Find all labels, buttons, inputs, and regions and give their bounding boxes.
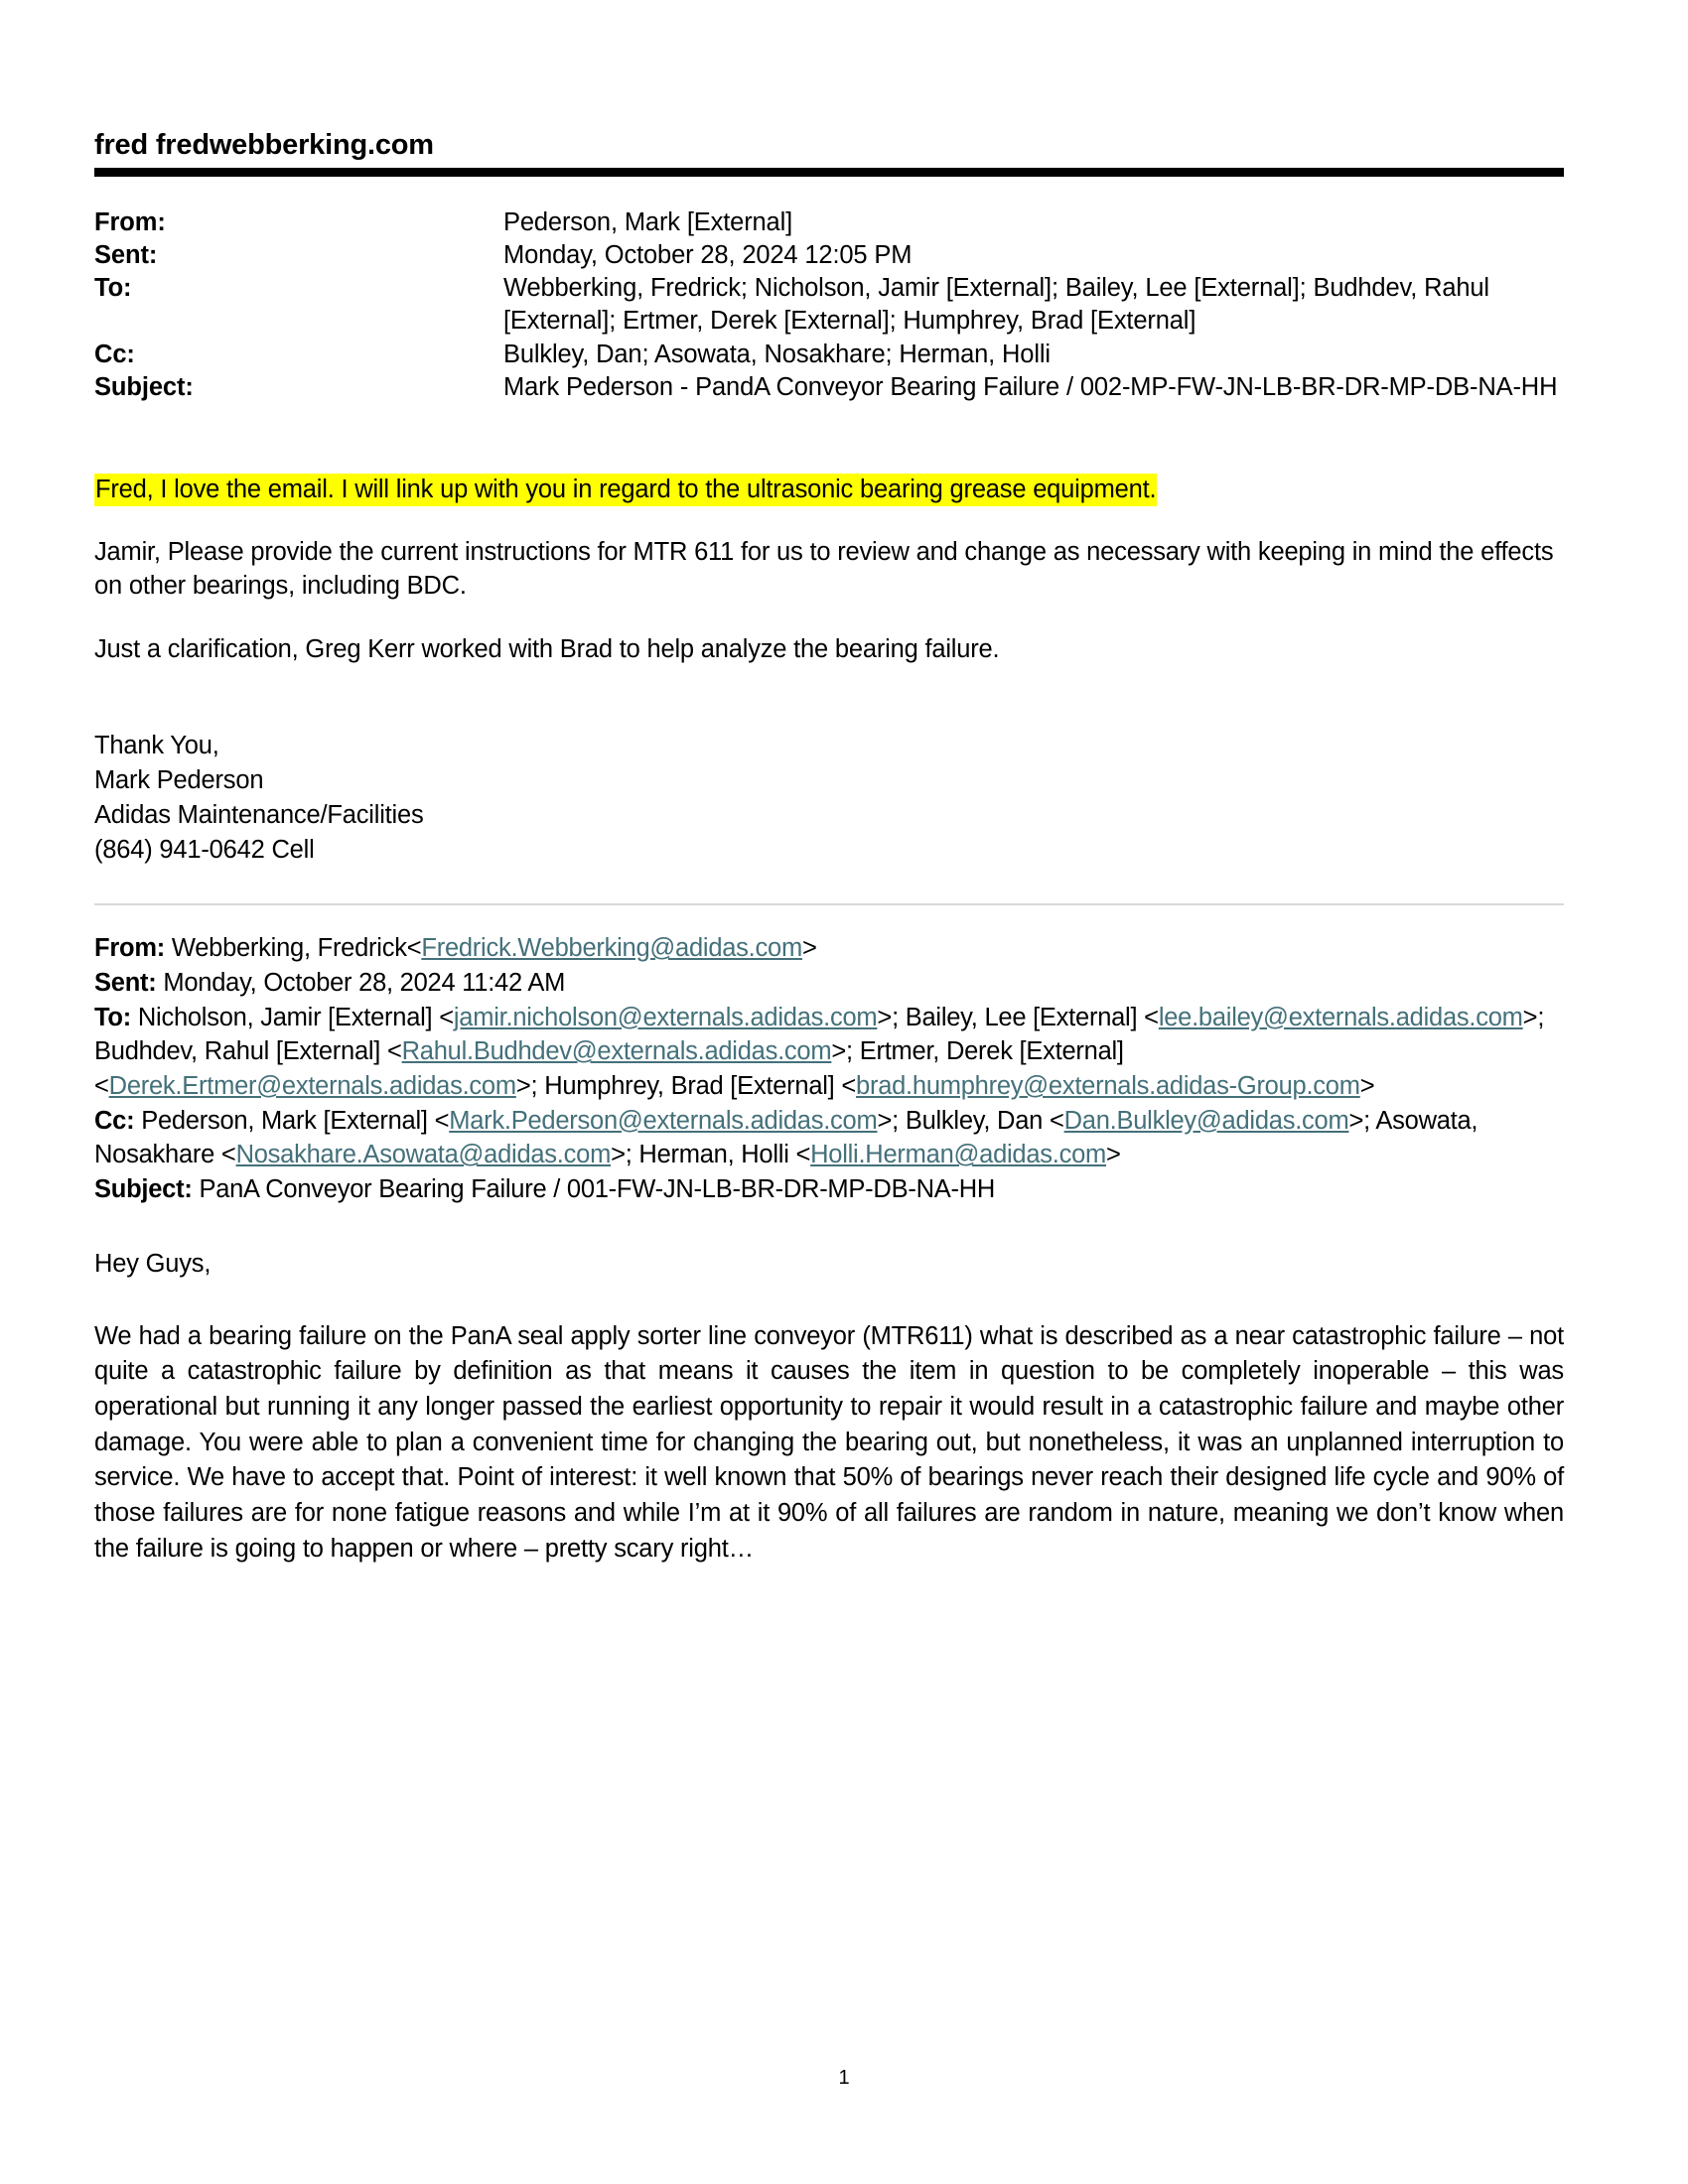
quoted-from-line bbox=[94, 931, 1564, 966]
angle-close: > bbox=[515, 1072, 531, 1101]
quoted-cc-name-1: Bulkley, Dan bbox=[905, 1106, 1044, 1135]
angle-close: > bbox=[831, 1037, 847, 1066]
field-label-subject: Subject: bbox=[94, 372, 194, 401]
angle-open: < bbox=[795, 1141, 811, 1169]
body-paragraph-2: Just a clarification, Greg Kerr worked with Brad to help analyze the bearing failure. bbox=[94, 634, 1000, 663]
quoted-email-divider bbox=[94, 903, 1564, 905]
field-value-sent: Monday, October 28, 2024 12:05 PM bbox=[503, 241, 913, 270]
quoted-cc-name-2: Asowata, Nosakhare bbox=[94, 1106, 1478, 1169]
quoted-sent-line bbox=[94, 966, 1564, 1001]
quoted-cc-label: Cc: bbox=[94, 1106, 135, 1135]
body-paragraph-1: Jamir, Please provide the current instructions for MTR 611 for us to review and change as necessary with keeping in mind the effects on other bearings, including BDC. bbox=[94, 537, 1554, 600]
document-content bbox=[94, 0, 1564, 1567]
quoted-to-name-2: Budhdev, Rahul [External] bbox=[94, 1037, 381, 1066]
signature-name: Mark Pederson bbox=[94, 765, 264, 794]
angle-close: > bbox=[1359, 1072, 1375, 1101]
angle-close: > bbox=[877, 1106, 893, 1135]
quoted-to-name-0: Nicholson, Jamir [External] bbox=[137, 1003, 433, 1031]
quoted-sent-label: Sent: bbox=[94, 969, 157, 998]
angle-open: < bbox=[220, 1141, 236, 1169]
angle-open: < bbox=[1144, 1003, 1159, 1031]
quoted-from-name: Webberking, Fredrick bbox=[171, 934, 407, 963]
angle-open: < bbox=[434, 1106, 450, 1135]
angle-close: > bbox=[877, 1003, 893, 1031]
field-label-to: To: bbox=[94, 274, 132, 303]
angle-open: < bbox=[439, 1003, 454, 1031]
quoted-to-name-1: Bailey, Lee [External] bbox=[905, 1003, 1138, 1031]
angle-open: < bbox=[94, 1072, 109, 1101]
link-derek-ertmer[interactable]: Derek.Ertmer@externals.adidas.com bbox=[108, 1072, 516, 1101]
highlighted-text: Fred, I love the email. I will link up with you in regard to the ultrasonic bearing grease equipment. bbox=[94, 474, 1157, 506]
signature-closing: Thank You, bbox=[94, 731, 219, 759]
highlighted-paragraph bbox=[94, 474, 1564, 506]
quoted-subject-value: PanA Conveyor Bearing Failure / 001-FW-JN-LB-BR-DR-MP-DB-NA-HH bbox=[199, 1175, 996, 1204]
quoted-cc-name-0: Pederson, Mark [External] bbox=[141, 1106, 428, 1135]
quoted-cc-line: Cc: Pederson, Mark [External] <Mark.Pederson@externals.adidas.com>; Bulkley, Dan <Dan.Bulkley@adidas.com>; Asowata, Nosakhare <Nosakhare.Asowata@adidas.com>; Herman, Holli <Holli.Herman@adidas.com> bbox=[94, 1106, 1478, 1169]
link-jamir-nicholson[interactable]: jamir.nicholson@externals.adidas.com bbox=[453, 1003, 878, 1031]
angle-open: < bbox=[1049, 1106, 1064, 1135]
angle-close: > bbox=[1348, 1106, 1364, 1135]
link-rahul-budhdev[interactable]: Rahul.Budhdev@externals.adidas.com bbox=[401, 1037, 832, 1066]
field-row-cc bbox=[94, 339, 1564, 371]
quoted-to-label: To: bbox=[94, 1003, 132, 1031]
angle-close: > bbox=[1106, 1141, 1121, 1169]
signature-block bbox=[94, 729, 1564, 869]
field-row-sent bbox=[94, 239, 1564, 272]
email-header-fields bbox=[94, 206, 1564, 404]
signature-phone: (864) 941-0642 Cell bbox=[94, 836, 315, 865]
link-fredrick-webberking[interactable]: Fredrick.Webberking@adidas.com bbox=[421, 934, 802, 963]
field-row-subject bbox=[94, 371, 1564, 404]
field-label-sent: Sent: bbox=[94, 241, 158, 270]
signature-department: Adidas Maintenance/Facilities bbox=[94, 801, 424, 830]
link-brad-humphrey[interactable]: brad.humphrey@externals.adidas-Group.com bbox=[856, 1072, 1360, 1101]
field-label-cc: Cc: bbox=[94, 340, 135, 368]
field-row-to bbox=[94, 272, 1564, 338]
field-value-from: Pederson, Mark [External] bbox=[503, 208, 793, 236]
link-nosakhare-asowata[interactable]: Nosakhare.Asowata@adidas.com bbox=[235, 1141, 612, 1169]
link-holli-herman[interactable]: Holli.Herman@adidas.com bbox=[810, 1141, 1107, 1169]
quoted-body-paragraph: We had a bearing failure on the PanA seal apply sorter line conveyor (MTR611) what is described as a near catastrophic failure – not quite a catastrophic failure by definition as that means it causes the item in question to be completely inoperable – this was operational but running it any longer passed the earliest opportunity to repair it would result in a catastrophic failure and maybe other damage. You were able to plan a convenient time for changing the bearing out, but nonetheless, it was an unplanned interruption to service. We have to accept that. Point of interest: it well known that 50% of bearings never reach their designed life cycle and 90% of those failures are for none fatigue reasons and while I’m at it 90% of all failures are random in nature, meaning we don’t know when the failure is going to happen or where – pretty scary right… bbox=[94, 1321, 1564, 1563]
field-value-subject: Mark Pederson - PandA Conveyor Bearing Failure / 002-MP-FW-JN-LB-BR-DR-MP-DB-NA-HH bbox=[503, 372, 1558, 401]
link-mark-pederson[interactable]: Mark.Pederson@externals.adidas.com bbox=[449, 1106, 878, 1135]
field-label-from: From: bbox=[94, 208, 166, 236]
quoted-subject-line bbox=[94, 1172, 1564, 1207]
field-value-cc: Bulkley, Dan; Asowata, Nosakhare; Herman, Holli bbox=[503, 340, 1051, 368]
link-lee-bailey[interactable]: lee.bailey@externals.adidas.com bbox=[1158, 1003, 1523, 1031]
quoted-to-name-3: Ertmer, Derek [External] bbox=[859, 1037, 1124, 1066]
quoted-email-header bbox=[94, 931, 1564, 1206]
angle-close: > bbox=[611, 1141, 626, 1169]
letterhead-banner bbox=[94, 131, 1564, 177]
quoted-from-label: From: bbox=[94, 934, 165, 963]
quoted-subject-label: Subject: bbox=[94, 1175, 193, 1204]
link-dan-bulkley[interactable]: Dan.Bulkley@adidas.com bbox=[1063, 1106, 1349, 1135]
angle-open: < bbox=[841, 1072, 857, 1101]
letterhead-rule bbox=[94, 168, 1564, 177]
field-value-to: Webberking, Fredrick; Nicholson, Jamir [External]; Bailey, Lee [External]; Budhdev, Rahul [External]; Ertmer, Derek [External]; Humphrey, Brad [External] bbox=[503, 274, 1489, 336]
angle-close: > bbox=[1522, 1003, 1538, 1031]
angle-open: < bbox=[406, 934, 422, 963]
angle-open: < bbox=[386, 1037, 402, 1066]
quoted-to-name-4: Humphrey, Brad [External] bbox=[544, 1072, 835, 1101]
angle-close: > bbox=[801, 934, 817, 963]
quoted-sent-value: Monday, October 28, 2024 11:42 AM bbox=[163, 969, 566, 998]
quoted-cc-name-3: Herman, Holli bbox=[638, 1141, 789, 1169]
quoted-greeting: Hey Guys, bbox=[94, 1249, 211, 1278]
page-number: 1 bbox=[838, 2067, 850, 2089]
quoted-to-line: To: Nicholson, Jamir [External] <jamir.nicholson@externals.adidas.com>; Bailey, Lee [External] <lee.bailey@externals.adidas.com>; Budhdev, Rahul [External] <Rahul.Budhdev@externals.adidas.com>; Ertmer, Derek [External] <Derek.Ertmer@externals.adidas.com>; Humphrey, Brad [External] <brad.humphrey@externals.adidas-Group.com> bbox=[94, 1003, 1545, 1101]
letterhead-title: fred fredwebberking.com bbox=[94, 129, 434, 161]
field-row-from bbox=[94, 206, 1564, 239]
